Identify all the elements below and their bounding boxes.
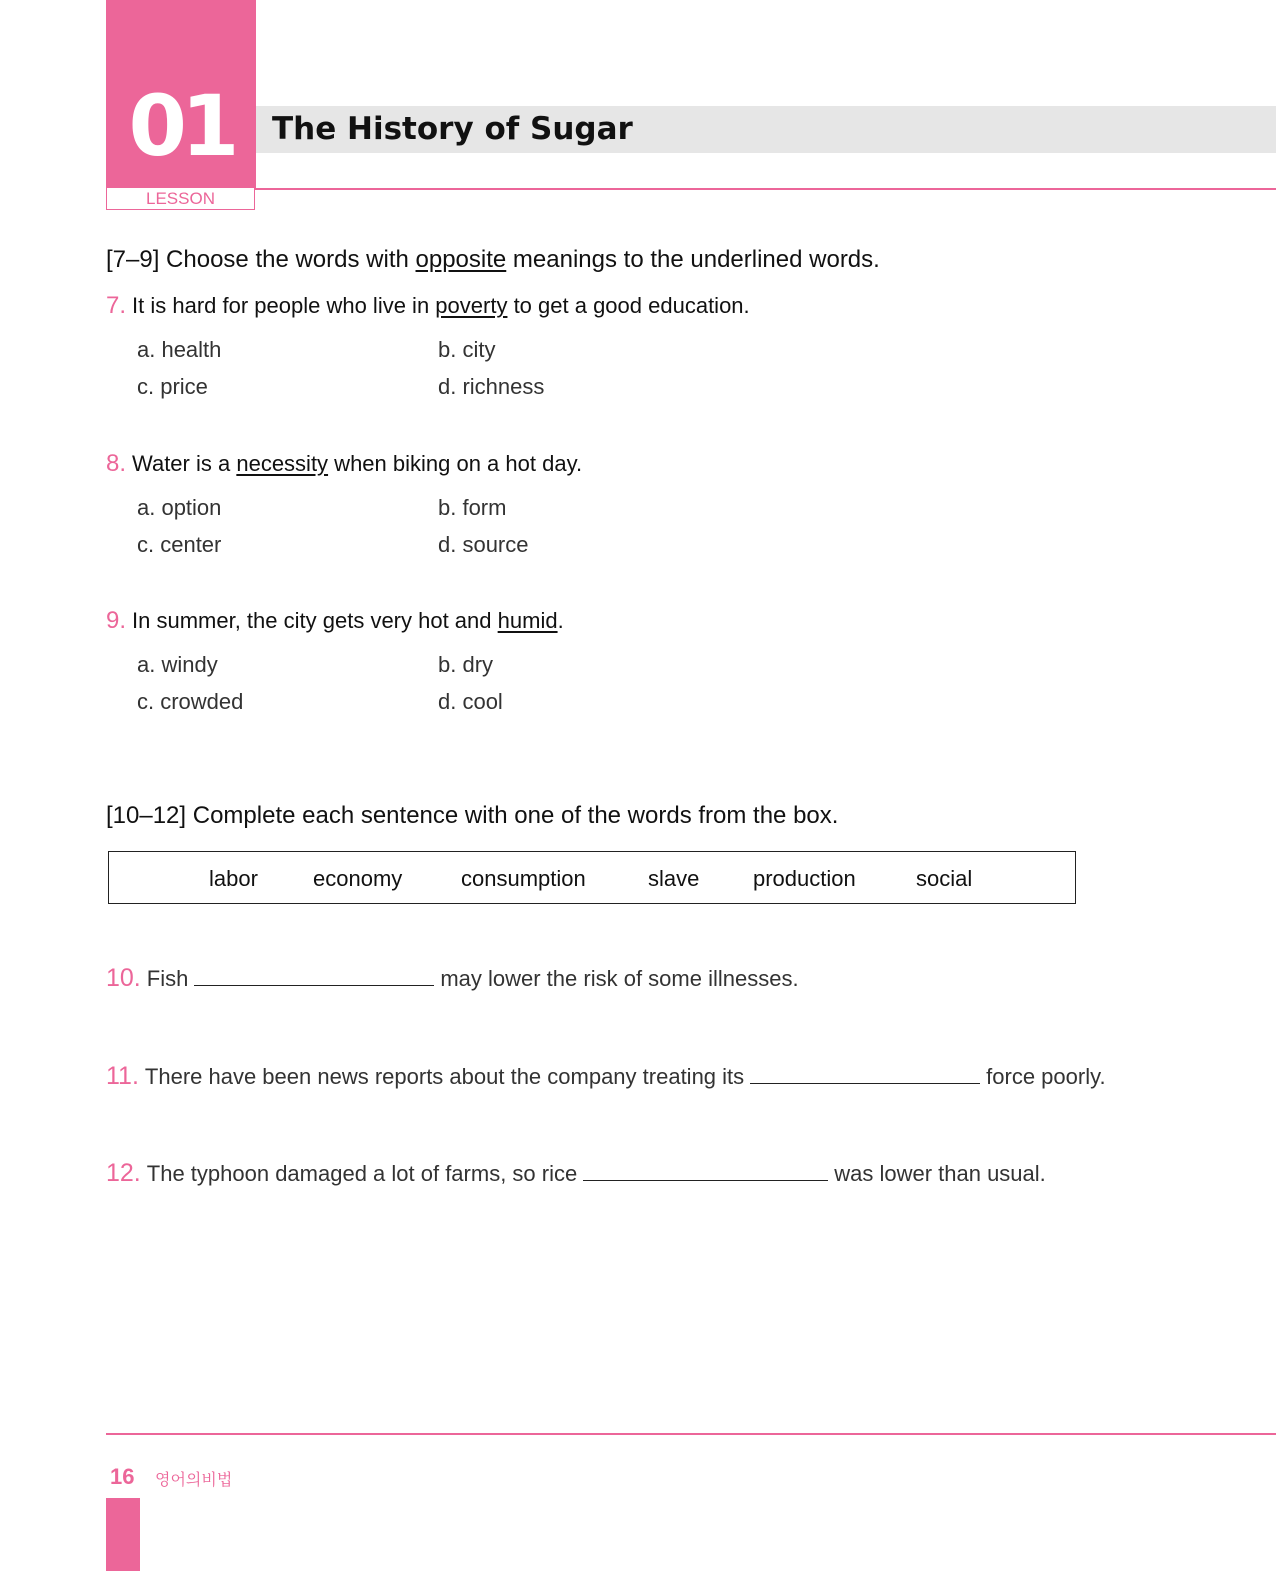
answer-blank[interactable] (750, 1061, 980, 1084)
question-11 (106, 1061, 1106, 1091)
option-b[interactable]: b. dry (438, 652, 494, 677)
lesson-label: LESSON (106, 188, 255, 210)
question-text: . (557, 608, 564, 633)
instruction-prefix: [7–9] Choose the words with (106, 246, 416, 273)
question-number: 9. (106, 607, 127, 634)
question-text: was lower than usual. (834, 1161, 1046, 1186)
question-10 (106, 963, 799, 993)
question-text: It is hard for people who live in (132, 293, 436, 318)
section2-instruction: [10–12] Complete each sentence with one of the words from the box. (106, 802, 839, 829)
answer-blank[interactable] (194, 963, 434, 986)
footer-divider (106, 1433, 1276, 1435)
question-number: 12. (106, 1159, 141, 1187)
box-word-consumption: consumption (461, 866, 586, 891)
option-a[interactable]: a. option (137, 495, 222, 520)
question-text: Water is a (132, 451, 237, 476)
answer-blank[interactable] (583, 1158, 828, 1181)
header-divider (256, 188, 1276, 190)
option-d[interactable]: d. source (438, 532, 529, 557)
underlined-word: humid (497, 608, 558, 633)
question-number: 8. (106, 450, 127, 477)
question-12 (106, 1158, 1046, 1188)
box-word-economy: economy (313, 866, 403, 891)
question-number: 10. (106, 964, 141, 992)
question-text: to get a good education. (507, 293, 750, 318)
option-d[interactable]: d. richness (438, 374, 545, 399)
question-text: may lower the risk of some illnesses. (440, 966, 799, 991)
question-8 (106, 450, 582, 478)
page-title: The History of Sugar (272, 111, 633, 147)
lesson-number: 01 (128, 77, 234, 175)
section1-instruction (106, 246, 880, 274)
underlined-word: necessity (236, 451, 329, 476)
underlined-word: poverty (435, 293, 508, 318)
book-name: 영어의비법 (155, 1472, 233, 1489)
instruction-suffix: meanings to the underlined words. (506, 246, 880, 273)
box-word-production: production (753, 866, 856, 891)
question-text: force poorly. (986, 1064, 1106, 1089)
option-b[interactable]: b. city (438, 337, 496, 362)
question-number: 11. (106, 1062, 139, 1090)
question-9 (106, 607, 564, 635)
option-c[interactable]: c. center (137, 532, 222, 557)
question-text: when biking on a hot day. (328, 451, 583, 476)
box-word-slave: slave (648, 866, 700, 891)
box-word-social: social (916, 866, 973, 891)
box-word-labor: labor (209, 866, 258, 891)
footer-accent-bar (106, 1498, 140, 1571)
question-number: 7. (106, 292, 127, 319)
option-c[interactable]: c. price (137, 374, 208, 399)
option-b[interactable]: b. form (438, 495, 507, 520)
option-c[interactable]: c. crowded (137, 689, 244, 714)
question-text: In summer, the city gets very hot and (132, 608, 498, 633)
option-d[interactable]: d. cool (438, 689, 503, 714)
option-a[interactable]: a. health (137, 337, 222, 362)
question-text: There have been news reports about the company treating its (144, 1064, 745, 1089)
page-number: 16 (110, 1464, 135, 1489)
question-text: Fish (146, 966, 189, 991)
instruction-underlined-word: opposite (415, 246, 507, 273)
option-a[interactable]: a. windy (137, 652, 218, 677)
question-7 (106, 292, 750, 320)
question-text: The typhoon damaged a lot of farms, so rice (146, 1161, 578, 1186)
